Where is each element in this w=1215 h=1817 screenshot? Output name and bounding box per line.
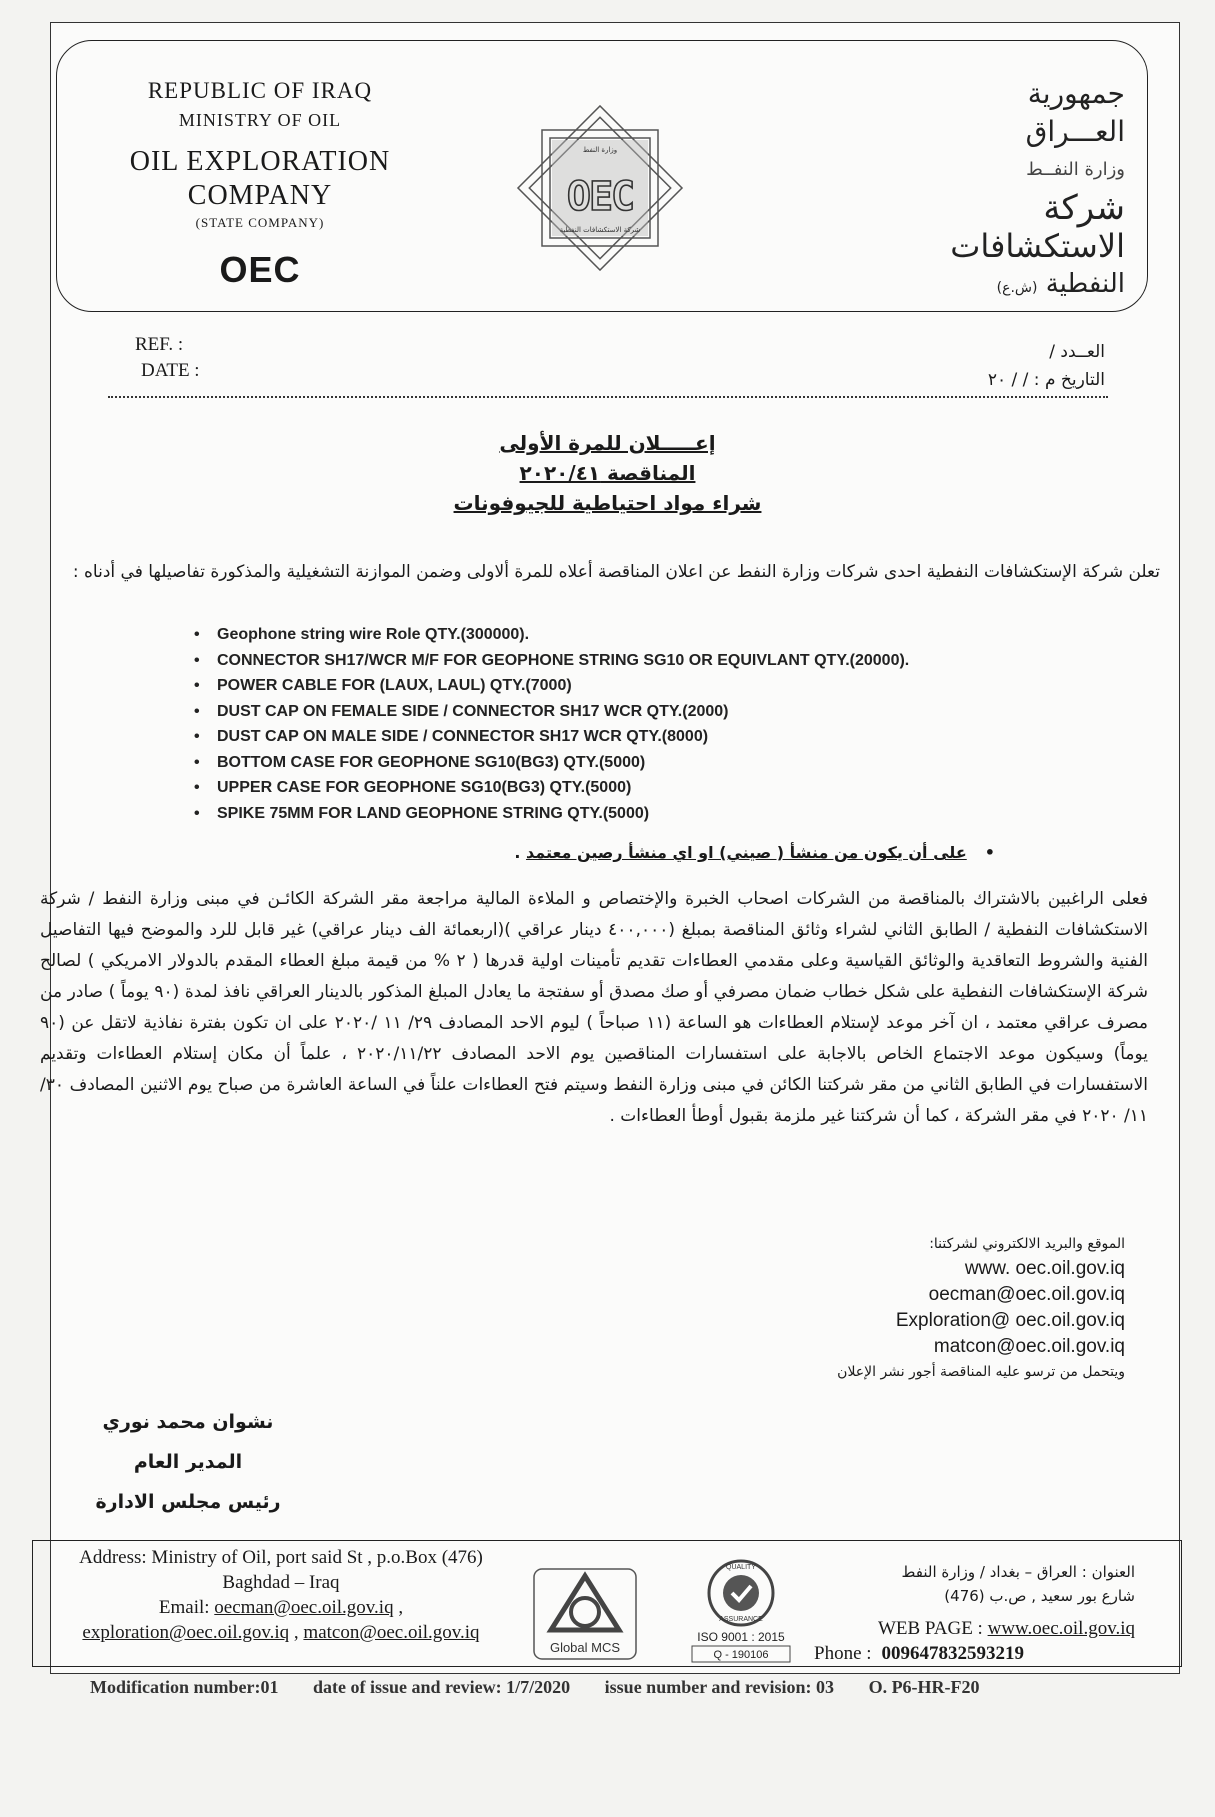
svg-text:وزارة النفط: وزارة النفط: [582, 146, 618, 154]
iso-quality-seal: [672, 1555, 810, 1663]
ministry-ar: وزارة النفــط: [1026, 159, 1125, 180]
signatory-name: نشوان محمد نوري: [102, 1411, 274, 1433]
email-link[interactable]: matcon@oec.oil.gov.iq: [933, 1336, 1125, 1357]
state-company-en: (STATE COMPANY): [195, 215, 325, 230]
list-item: • POWER CABLE FOR (LAUX, LAUL) QTY.(7000): [190, 673, 1150, 699]
letterhead-arabic: [885, 75, 1125, 307]
ministry-en: MINISTRY OF OIL: [178, 110, 342, 130]
reference-en: [135, 332, 200, 384]
company-acronym: OEC: [219, 249, 301, 290]
list-item: • BOTTOM CASE FOR GEOPHONE SG10(BG3) QTY.(5000): [190, 750, 1150, 776]
signatory-title-2: رئيس مجلس الادارة: [95, 1491, 281, 1513]
republic-ar: جمهورية: [1027, 77, 1125, 110]
modification-line: [90, 1677, 1010, 1698]
footer-email-link[interactable]: matcon@oec.oil.gov.iq: [303, 1622, 480, 1643]
announcement-title: [0, 428, 1215, 518]
number-label-ar: العــدد /: [1049, 342, 1105, 362]
list-item: • CONNECTOR SH17/WCR M/F FOR GEOPHONE STRING SG10 OR EQUIVLANT QTY.(20000).: [190, 648, 1150, 674]
footer-email-link[interactable]: exploration@oec.oil.gov.iq: [82, 1622, 290, 1643]
origin-note: •على أن يكون من منشأ ( صيني) او اي منشأ رصين معتمد .: [514, 843, 995, 862]
intro-paragraph: تعلن شركة الإستكشافات النفطية احدى شركات وزارة النفط عن اعلان المناقصة أعلاه للمرة ألاولى وضمن الموازنة التشغيلية والمذكورة تفاصيلها في أدناه :: [72, 562, 1160, 582]
footer-phone: Phone : 009647832593219: [814, 1643, 1025, 1664]
item-list: [190, 622, 1150, 826]
modification-code: O. P6-HR-F20: [868, 1677, 980, 1697]
modification-number: Modification number:01: [90, 1677, 279, 1697]
svg-text:OEC: OEC: [566, 174, 634, 220]
svg-text:ISO 9001 : 2015: ISO 9001 : 2015: [697, 1630, 785, 1644]
list-item: • Geophone string wire Role QTY.(300000).: [190, 622, 1150, 648]
signature-block: [68, 1402, 308, 1522]
republic-en: REPUBLIC OF IRAQ: [147, 78, 373, 103]
title-line-1: إعـــــلان للمرة الأولى: [499, 431, 716, 455]
company-ar: شركة: [1043, 188, 1125, 228]
svg-text:شركة الاستكشافات النفطية: شركة الاستكشافات النفطية: [559, 226, 641, 234]
global-mcs-logo: [533, 1568, 637, 1660]
email-link[interactable]: Exploration@ oec.oil.gov.iq: [895, 1310, 1125, 1331]
footer-address-ar: العنوان : العراق – بغداد / وزارة النفط شارع بور سعيد , ص.ب (476): [901, 1563, 1135, 1605]
oec-logo: [510, 98, 690, 278]
email-link[interactable]: oecman@oec.oil.gov.iq: [928, 1284, 1125, 1305]
svg-text:ASSURANCE: ASSURANCE: [719, 1616, 763, 1623]
letterhead-english: [90, 78, 430, 291]
title-line-2: المناقصة ٢٠٢٠/٤١: [519, 461, 696, 485]
list-item: • UPPER CASE FOR GEOPHONE SG10(BG3) QTY.(5000): [190, 775, 1150, 801]
oil-ar: النفطية (ش.ع): [996, 269, 1125, 299]
footer-address-en: Address: Ministry of Oil, port said St , p.o.Box (476) Baghdad – Iraq Email: oecman@oec.oil.gov.iq , exploration@oec.oil.gov.iq , matcon@oec.oil.gov.iq: [79, 1547, 483, 1643]
svg-text:QUALITY: QUALITY: [726, 1564, 756, 1571]
footer-web-link[interactable]: www.oec.oil.gov.iq: [987, 1618, 1135, 1639]
svg-text:Q - 190106: Q - 190106: [713, 1649, 769, 1661]
modification-date: date of issue and review: 1/7/2020: [313, 1677, 571, 1697]
footer-email-link[interactable]: oecman@oec.oil.gov.iq: [214, 1597, 394, 1618]
cost-note: ويتحمل من ترسو عليه المناقصة أجور نشر الإعلان: [837, 1364, 1125, 1380]
signatory-title: المدير العام: [133, 1451, 243, 1473]
list-item: • DUST CAP ON MALE SIDE / CONNECTOR SH17 WCR QTY.(8000): [190, 724, 1150, 750]
modification-issue: issue number and revision: 03: [604, 1677, 835, 1697]
date-label-ar: التاريخ م : / / ٢٠: [987, 370, 1105, 390]
company-name-en-2: COMPANY: [187, 180, 333, 211]
exploration-ar: الاستكشافات: [950, 227, 1125, 265]
ref-label: REF. :: [135, 334, 184, 355]
reference-ar: [988, 338, 1105, 394]
contact-block: [837, 1232, 1125, 1384]
website-link[interactable]: www. oec.oil.gov.iq: [964, 1258, 1125, 1279]
contact-label: الموقع والبريد الالكتروني لشركتنا:: [929, 1236, 1125, 1252]
title-line-3: شراء مواد احتياطية للجيوفونات: [453, 491, 762, 515]
separator-line: [108, 396, 1108, 398]
company-name-en-1: OIL EXPLORATION: [129, 146, 391, 177]
list-item: • SPIKE 75MM FOR LAND GEOPHONE STRING QTY.(5000): [190, 801, 1150, 827]
list-item: • DUST CAP ON FEMALE SIDE / CONNECTOR SH17 WCR QTY.(2000): [190, 699, 1150, 725]
footer-web: WEB PAGE : www.oec.oil.gov.iq: [877, 1618, 1135, 1639]
svg-text:Global MCS: Global MCS: [549, 1640, 621, 1655]
date-label: DATE :: [141, 360, 200, 381]
iraq-ar: العـــراق: [1025, 115, 1125, 148]
body-paragraph: فعلى الراغبين بالاشتراك بالمناقصة من الشركات اصحاب الخبرة والإختصاص و الملاءة المالية مراجعة مقر الشركة الكائـن في مبنى وزارة النفط / شركة الاستكشافات النفطية / الطابق الثاني لشراء وثائق المناقصة بمبلغ (٤٠٠,٠٠٠ دينار عراقي )(اربعمائة الف دينار عراقي) غير قابل للرد والموضح فيها التفاصيل الفنية والشروط التعاقدية والوثائق القياسية وعلى مقدمي العطاءات تقديم تأمينات اولية قدرها ( ٢ % من قيمة مبلغ العطاء المقدم بالدولار الامريكي ) لصالح شركة الإستكشافات النفطية على شكل خطاب ضمان مصرفي أو صك مصدق أو سفتجة ما يعادل المبلغ المذكور بالدينار العراقي نافذ لمدة (٩٠ يوماً ) صادر من مصرف عراقي معتمد ، ان آخر موعد لإستلام العطاءات هو الساعة (١١ صباحاً ) ليوم الاحد المصادف ٢٩/ ١١ /٢٠٢٠ على ان تكون بفترة نفاذية لاتقل عن (٩٠ يوماً) وسيكون موعد الاجتماع الخاص بالاجابة على استفسارات المناقصين يوم الاحد المصادف ٢٠٢٠/١١/٢٢ ، علماً أن مكان إستلام العطاءات وتقديم الاستفسارات في الطابق الثاني من مقر شركتنا الكائن في مبنى وزارة النفط وسيتم فتح العطاءات علناً في الساعة العاشرة من صباح يوم الاثنين المصادف ٣٠/ ١١/ ٢٠٢٠ في مقر الشركة ، كما أن شركتنا غير ملزمة بقبول أوطأ العطاءات .: [40, 889, 1149, 1126]
